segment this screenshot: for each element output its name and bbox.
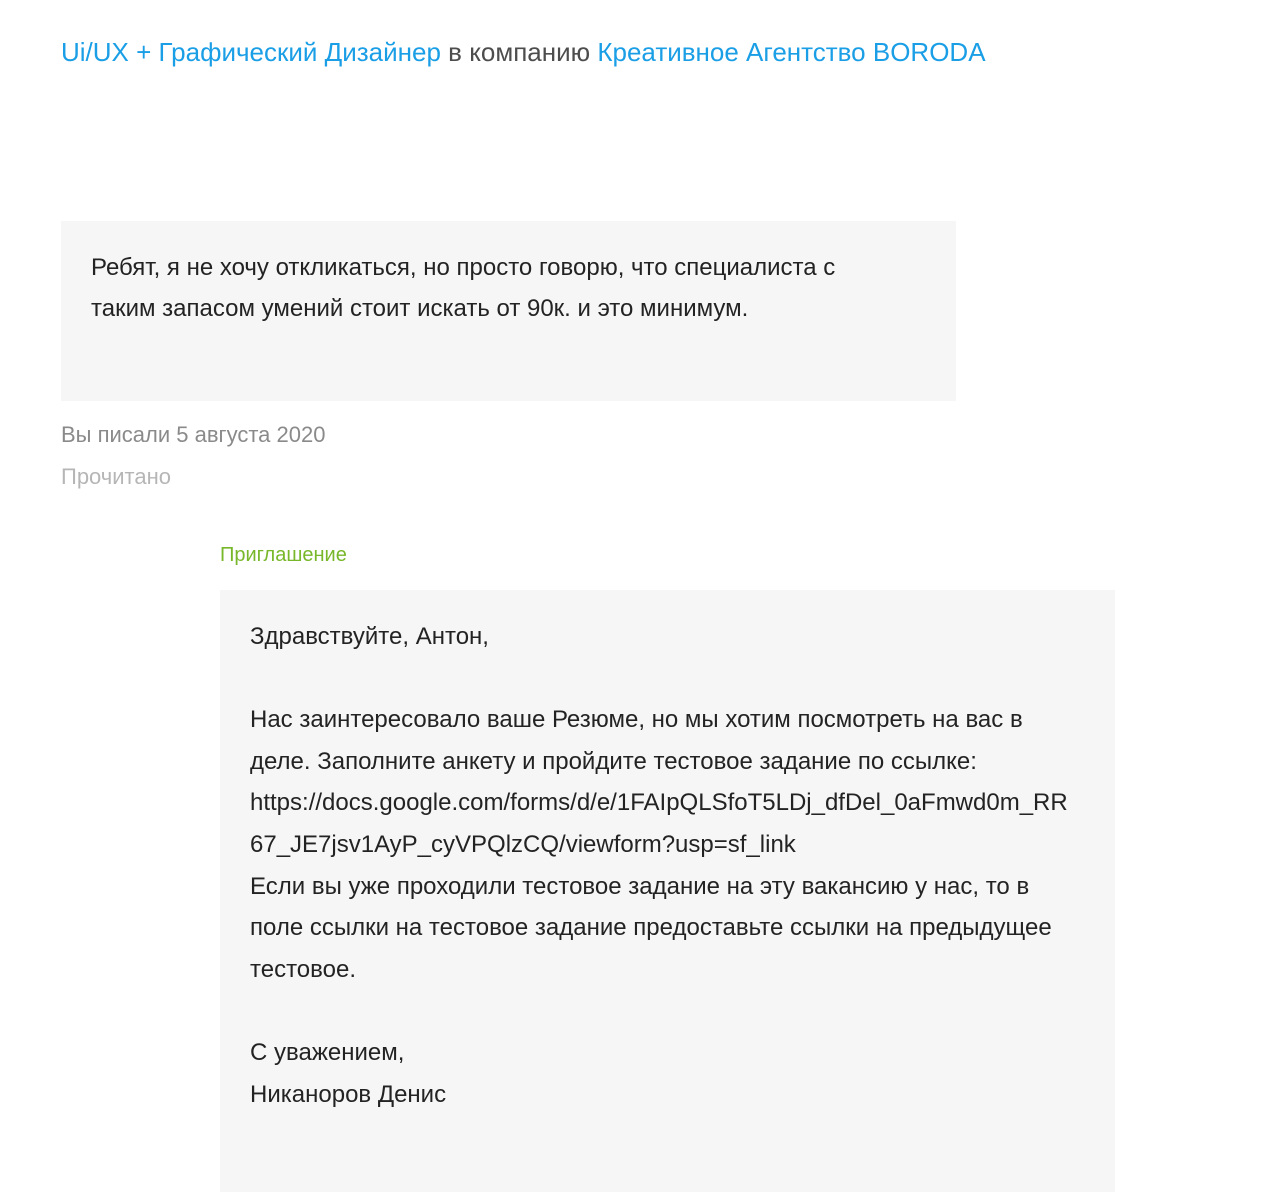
message-greeting: Здравствуйте, Антон, <box>250 623 489 650</box>
chat-header <box>61 34 986 70</box>
test-task-link[interactable]: https://docs.google.com/forms/d/e/1FAIpQLSfoT5LDj_dfDel_0aFmwd0m_RR67_JE7jsv1AyP_cyVPQlzCQ/viewform?usp=sf_link <box>250 789 1068 858</box>
read-status: Прочитано <box>61 464 171 489</box>
blank-line <box>250 658 1070 700</box>
message-signature: Никаноров Денис <box>250 1080 447 1108</box>
message-note: Если вы уже проходили тестовое задание на эту вакансию у нас, то в поле ссылки на тестовое задание предоставьте ссылки на предыдущее тестовое. <box>250 872 1052 983</box>
header-connector: в компанию <box>440 37 598 67</box>
message-closing: С уважением, <box>250 1038 405 1066</box>
message-date: Вы писали 5 августа 2020 <box>61 422 326 447</box>
company-link[interactable]: Креативное Агентство BORODA <box>597 37 986 67</box>
header-spacer <box>40 86 1100 158</box>
message-body: Нас заинтересовало ваше Резюме, но мы хотим посмотреть на вас в деле. Заполните анкету и пройдите тестовое задание по ссылке: <box>250 706 1023 775</box>
vacancy-link[interactable]: Ui/UX + Графический Дизайнер <box>61 37 441 67</box>
outgoing-message-text: Ребят, я не хочу откликаться, но просто говорю, что специалиста с таким запасом умений стоит искать от 90к. и это минимум. <box>91 254 836 322</box>
incoming-message-bubble <box>220 590 1115 1192</box>
invitation-label: Приглашение <box>220 544 347 566</box>
blank-line <box>250 990 1070 1032</box>
outgoing-message-bubble <box>61 221 956 401</box>
incoming-message-text <box>250 616 1070 1115</box>
